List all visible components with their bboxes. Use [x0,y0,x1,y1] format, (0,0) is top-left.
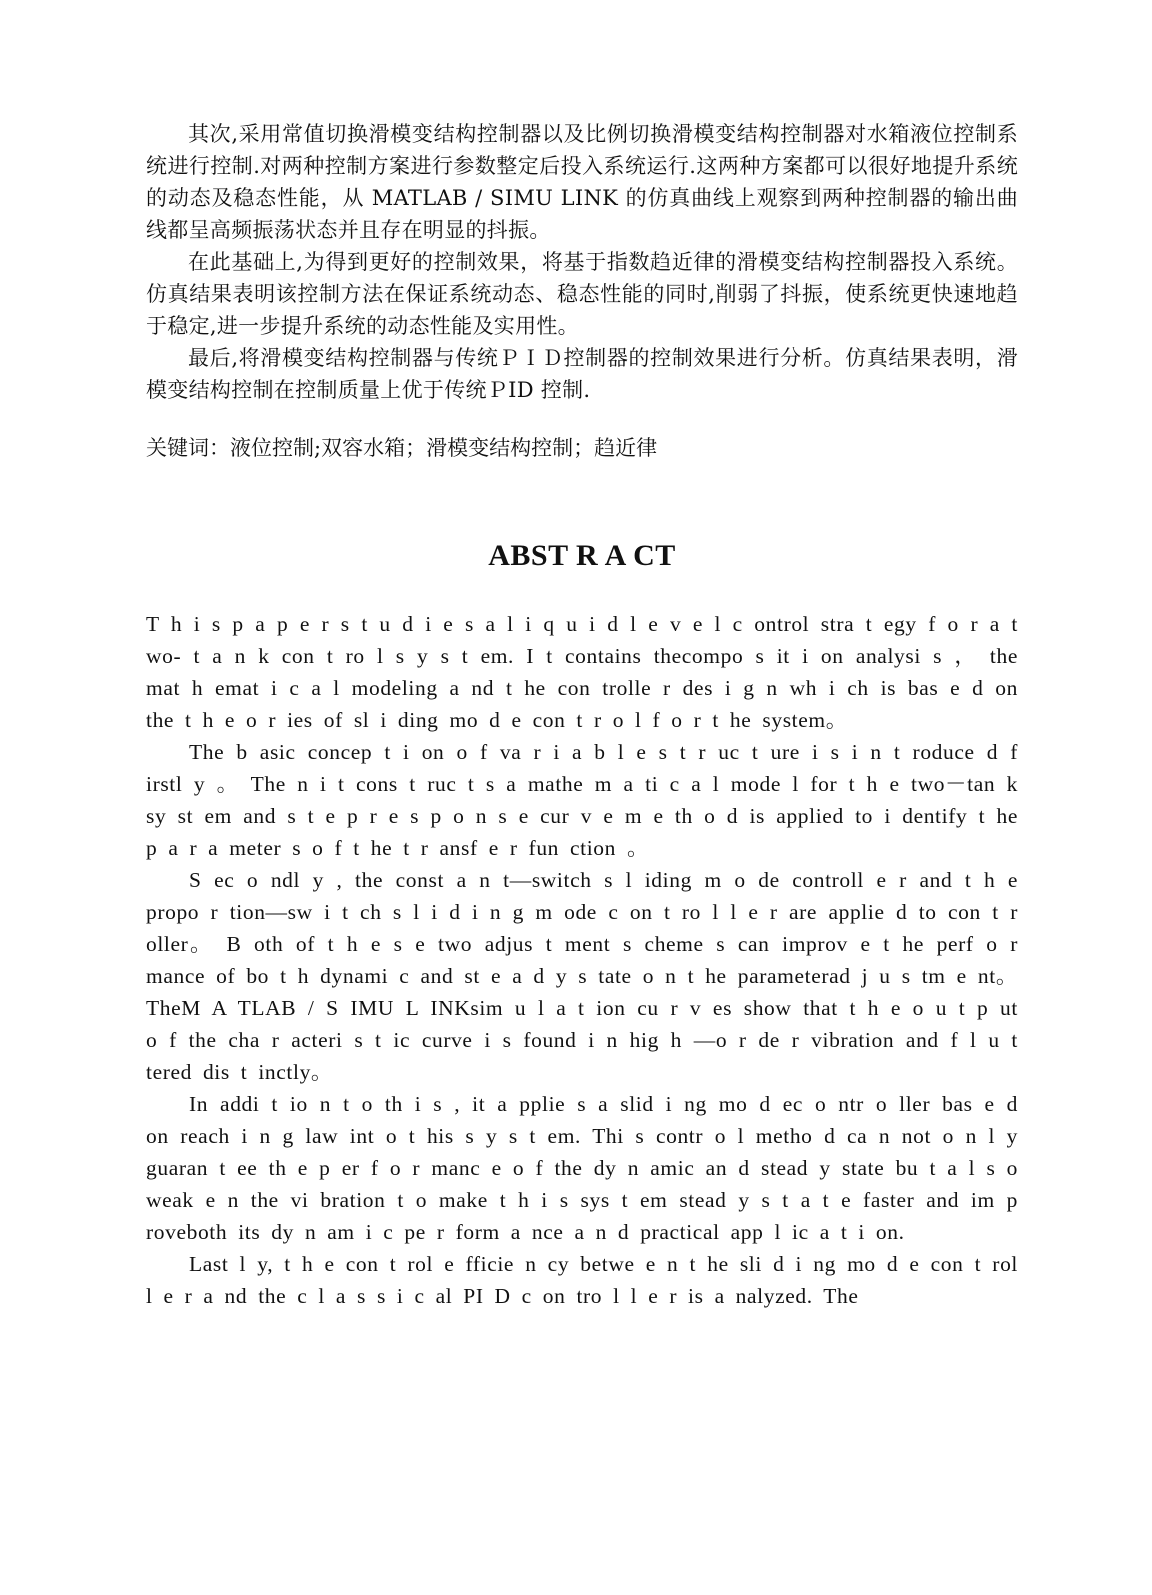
english-abstract-paragraph-2: The b asic concep t i on o f va r i a b l e s t r uc t ure i s i n t roduce d f irstl y 。 The n i t cons t ruc t s a mathe m a ti c a l mode l for t h e two－tan k sy st em and s t e p r e s p o n s e cur v e m e th o d is applied to i dentify t he p a r a meter s o f t he t r ansf e r fun ction 。 [146,740,1018,860]
english-abstract-paragraph-4: In addi t io n t o th i s , it a pplie s a slid i ng mo d ec o ntr o ller bas e d on reach i n g law int o t his s y s t em. Thi s contr o l metho d ca n not o n l y guaran t ee th e p er f o r manc e o f the dy n amic an d stead y state bu t a l s o weak e n the vi bration t o make t h i s sys t em stead y s t a t e faster and im p roveboth its dy n am i c pe r form a nce a n d practical app l ic a t i on. [146,1092,1018,1244]
chinese-abstract-paragraph-3: 在此基础上,为得到更好的控制效果，将基于指数趋近律的滑模变结构控制器投入系统。仿真结果表明该控制方法在保证系统动态、稳态性能的同时,削弱了抖振，使系统更快速地趋于稳定,进一步提升系统的动态性能及实用性。 [146,250,1018,338]
english-abstract-paragraph-1: T h i s p a p e r s t u d i e s a l i q u i d l e v e l c ontrol stra t egy f o r a t wo- t a n k con t ro l s y s t em. I t contains thecompo s it i on analysi s ， the mat h emat i c a l modeling a nd t he con trolle r des i g n wh i ch is bas e d on the t h e o r ies of sl i ding mo d e con t r o l f o r t he system。 [146,612,1018,732]
chinese-abstract-paragraph-2: 其次,采用常值切换滑模变结构控制器以及比例切换滑模变结构控制器对水箱液位控制系统进行控制.对两种控制方案进行参数整定后投入系统运行.这两种方案都可以很好地提升系统的动态及稳态性能，从 MATLAB / SIMU LINK 的仿真曲线上观察到两种控制器的输出曲线都呈高频振荡状态并且存在明显的抖振。 [146,122,1018,242]
keywords-line [146,432,1018,464]
document-page [146,118,1018,1312]
keywords-text: 液位控制;双容水箱；滑模变结构控制；趋近律 [230,436,658,460]
english-abstract-paragraph-3: S ec o ndl y , the const a n t—switch s l iding m o de controll e r and t h e propo r tion—sw i t ch s l i d i n g m ode c on t ro l l e r are applie d to con t r oller。 B oth of t h e s e two adjus t ment s cheme s can improv e t he perf o r mance of bo t h dynami c and st e a d y s tate o n t he parameterad j u s tm e nt。 TheM A TLAB / S IMU L INKsim u l a t ion cu r v es show that t h e o u t p ut o f the cha r acteri s t ic curve i s found i n hig h —o r de r vibration and f l u t tered dis t inctly。 [146,868,1018,1084]
english-abstract-paragraph-5: Last l y, t h e con t rol e fficie n cy betwe e n t he sli d i ng mo d e con t rol l e r a nd the c l a s s i c al PI D c on tro l l e r is a nalyzed. The [146,1252,1018,1308]
abstract-heading: ABST R A CT [488,539,676,572]
keywords-label: 关键词： [146,436,230,460]
chinese-abstract-paragraph-4: 最后,将滑模变结构控制器与传统ＰＩＤ控制器的控制效果进行分析。仿真结果表明，滑模变结构控制在控制质量上优于传统ＰID 控制. [146,346,1018,402]
